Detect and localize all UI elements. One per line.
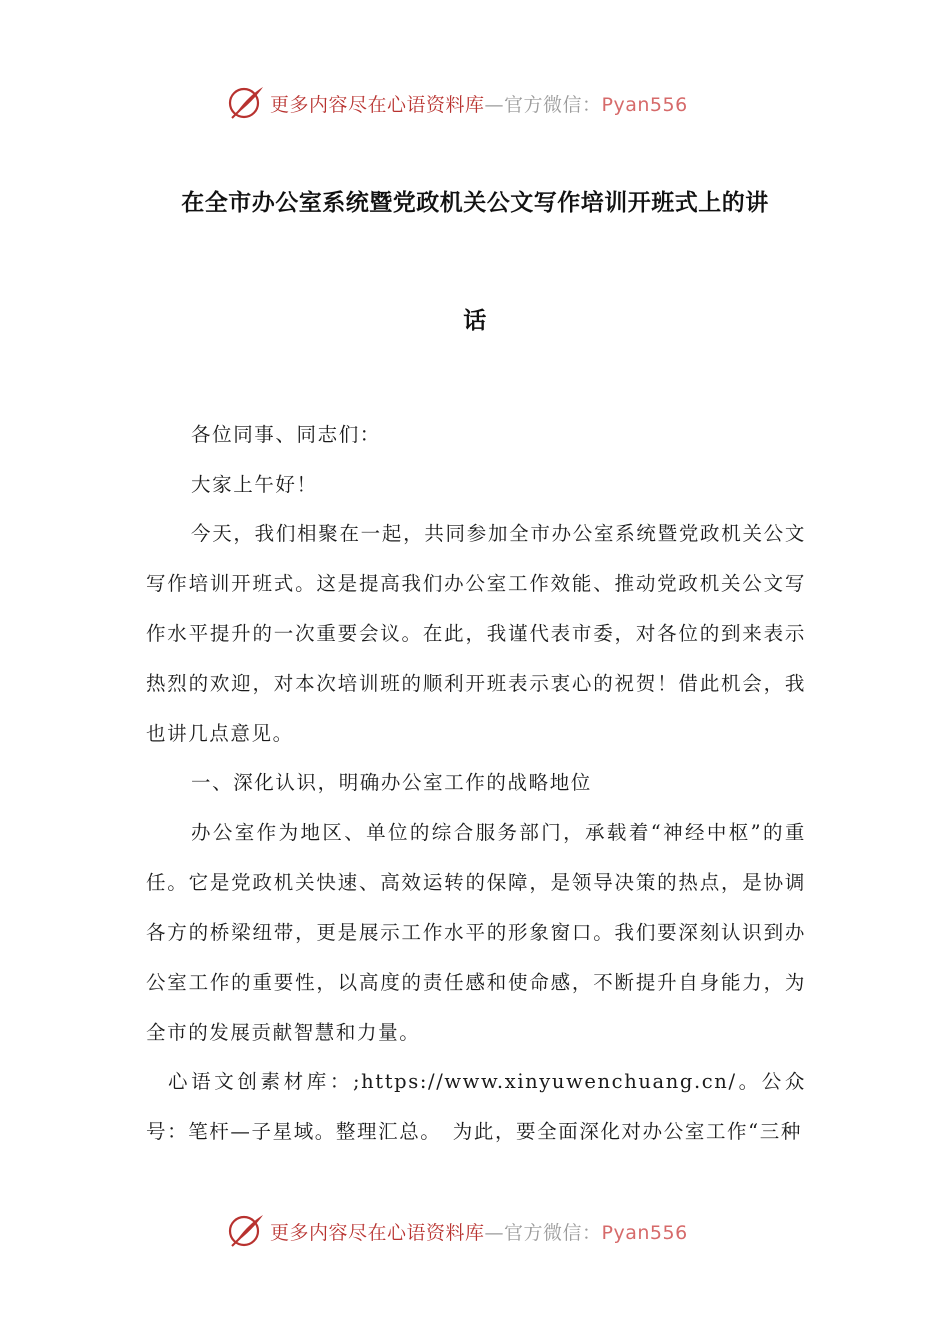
section-heading-1: 一、深化认识，明确办公室工作的战略地位	[191, 771, 592, 794]
banner-main-text: 更多内容尽在心语资料库	[270, 1221, 485, 1244]
banner-wechat-id: Pyan556	[601, 1221, 688, 1244]
greeting: 大家上午好！	[191, 473, 318, 496]
paragraph-2: 办公室作为地区、单位的综合服务部门，承载着“神经中枢”的重任。它是党政机关快速、高效运转的保障，是领导决策的热点，是协调各方的桥梁纽带，更是展示工作水平的形象窗口。我们要深刻认识到办公室工作的重要性，以高度的责任感和使命感，不断提升自身能力，为全市的发展贡献智慧和力量。	[146, 821, 806, 1044]
quill-logo-icon	[226, 83, 266, 123]
paragraph-3: 心语文创素材库：;https://www.xinyuwenchuang.cn/。公众号：笔杆—子星域。整理汇总。 为此，要全面深化对办公室工作“三种	[146, 1070, 806, 1143]
header-banner	[226, 81, 746, 125]
footer-banner	[226, 1209, 746, 1253]
banner-wechat-id: Pyan556	[601, 93, 688, 116]
banner-main-text: 更多内容尽在心语资料库	[270, 93, 485, 116]
document-title-line1: 在全市办公室系统暨党政机关公文写作培训开班式上的讲	[181, 190, 769, 216]
salutation: 各位同事、同志们：	[191, 423, 381, 446]
banner-wechat-text: —官方微信：	[484, 1221, 602, 1244]
banner-text	[270, 1218, 688, 1245]
paragraph-1: 今天，我们相聚在一起，共同参加全市办公室系统暨党政机关公文写作培训开班式。这是提高我们办公室工作效能、推动党政机关公文写作水平提升的一次重要会议。在此，我谨代表市委，对各位的到来表示热烈的欢迎，对本次培训班的顺利开班表示衷心的祝贺！借此机会，我也讲几点意见。	[146, 522, 806, 745]
banner-wechat-text: —官方微信：	[484, 93, 602, 116]
quill-logo-icon	[226, 1211, 266, 1251]
document-title-line2: 话	[463, 308, 487, 334]
banner-text	[270, 90, 688, 117]
